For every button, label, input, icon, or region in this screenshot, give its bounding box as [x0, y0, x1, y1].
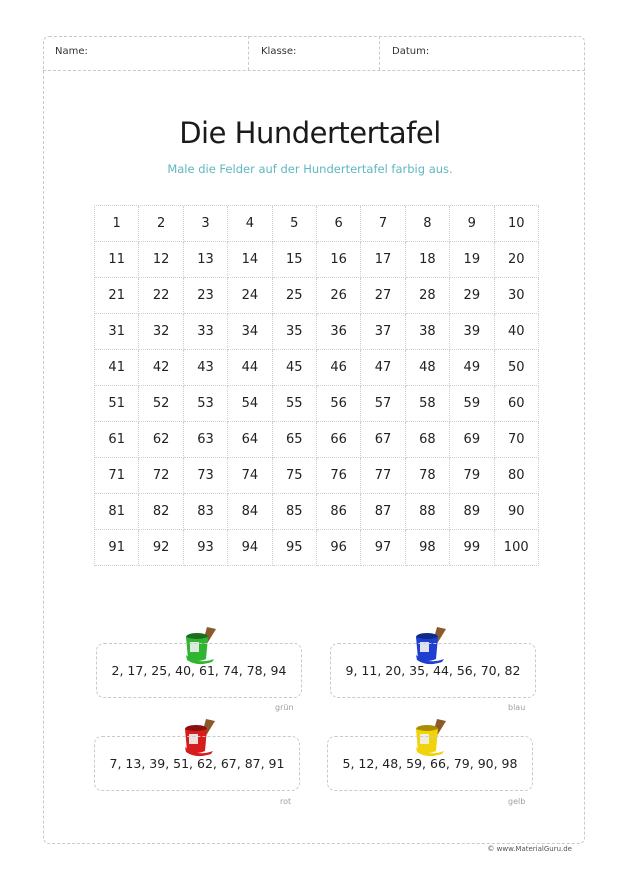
grid-cell[interactable]: 84	[228, 494, 272, 530]
grid-cell[interactable]: 43	[184, 350, 228, 386]
grid-cell[interactable]: 80	[495, 458, 539, 494]
grid-cell[interactable]: 14	[228, 242, 272, 278]
grid-cell[interactable]: 21	[95, 278, 139, 314]
grid-cell[interactable]: 73	[184, 458, 228, 494]
grid-cell[interactable]: 59	[450, 386, 494, 422]
grid-cell[interactable]: 65	[273, 422, 317, 458]
grid-cell[interactable]: 26	[317, 278, 361, 314]
grid-cell[interactable]: 8	[406, 206, 450, 242]
grid-cell[interactable]: 28	[406, 278, 450, 314]
grid-cell[interactable]: 75	[273, 458, 317, 494]
grid-cell[interactable]: 35	[273, 314, 317, 350]
grid-cell[interactable]: 56	[317, 386, 361, 422]
grid-cell[interactable]: 27	[361, 278, 405, 314]
grid-cell[interactable]: 79	[450, 458, 494, 494]
grid-cell[interactable]: 10	[495, 206, 539, 242]
grid-cell[interactable]: 37	[361, 314, 405, 350]
grid-cell[interactable]: 88	[406, 494, 450, 530]
color-label-yellow: gelb	[508, 797, 526, 806]
grid-cell[interactable]: 44	[228, 350, 272, 386]
grid-cell[interactable]: 67	[361, 422, 405, 458]
task-numbers-green: 2, 17, 25, 40, 61, 74, 78, 94	[111, 663, 287, 678]
grid-cell[interactable]: 6	[317, 206, 361, 242]
grid-cell[interactable]: 17	[361, 242, 405, 278]
grid-cell[interactable]: 63	[184, 422, 228, 458]
grid-cell[interactable]: 78	[406, 458, 450, 494]
color-label-blue: blau	[508, 703, 526, 712]
grid-cell[interactable]: 16	[317, 242, 361, 278]
grid-cell[interactable]: 51	[95, 386, 139, 422]
grid-cell[interactable]: 60	[495, 386, 539, 422]
grid-cell[interactable]: 89	[450, 494, 494, 530]
grid-cell[interactable]: 40	[495, 314, 539, 350]
instruction-text: Male die Felder auf der Hundertertafel farbig aus.	[167, 162, 453, 176]
task-box-blue	[330, 643, 536, 698]
grid-cell[interactable]: 55	[273, 386, 317, 422]
name-field[interactable]	[43, 36, 249, 70]
grid-cell[interactable]: 100	[495, 530, 539, 566]
grid-cell[interactable]: 74	[228, 458, 272, 494]
grid-cell[interactable]: 47	[361, 350, 405, 386]
grid-cell[interactable]: 97	[361, 530, 405, 566]
grid-cell[interactable]: 53	[184, 386, 228, 422]
grid-cell[interactable]: 13	[184, 242, 228, 278]
grid-cell[interactable]: 54	[228, 386, 272, 422]
grid-cell[interactable]: 7	[361, 206, 405, 242]
class-field[interactable]	[249, 36, 380, 70]
grid-cell[interactable]: 86	[317, 494, 361, 530]
task-box-red	[94, 736, 300, 791]
grid-cell[interactable]: 32	[139, 314, 183, 350]
grid-cell[interactable]: 92	[139, 530, 183, 566]
grid-cell[interactable]: 50	[495, 350, 539, 386]
grid-cell[interactable]: 25	[273, 278, 317, 314]
task-numbers-blue: 9, 11, 20, 35, 44, 56, 70, 82	[345, 663, 521, 678]
grid-cell[interactable]: 58	[406, 386, 450, 422]
grid-cell[interactable]: 38	[406, 314, 450, 350]
grid-cell[interactable]: 85	[273, 494, 317, 530]
grid-cell[interactable]: 83	[184, 494, 228, 530]
class-label: Klasse:	[261, 46, 297, 57]
grid-cell[interactable]: 77	[361, 458, 405, 494]
grid-cell[interactable]: 23	[184, 278, 228, 314]
task-numbers-yellow: 5, 12, 48, 59, 66, 79, 90, 98	[342, 756, 518, 771]
grid-cell[interactable]: 18	[406, 242, 450, 278]
grid-cell[interactable]: 68	[406, 422, 450, 458]
grid-cell[interactable]: 93	[184, 530, 228, 566]
copyright-footer: © www.MaterialGuru.de	[487, 845, 572, 853]
grid-cell[interactable]: 12	[139, 242, 183, 278]
grid-cell[interactable]: 64	[228, 422, 272, 458]
grid-cell[interactable]: 4	[228, 206, 272, 242]
grid-cell[interactable]: 71	[95, 458, 139, 494]
grid-cell[interactable]: 39	[450, 314, 494, 350]
grid-cell[interactable]: 45	[273, 350, 317, 386]
grid-cell[interactable]: 30	[495, 278, 539, 314]
grid-cell[interactable]: 41	[95, 350, 139, 386]
task-box-green	[96, 643, 302, 698]
task-box-yellow	[327, 736, 533, 791]
grid-cell[interactable]: 90	[495, 494, 539, 530]
grid-cell[interactable]: 19	[450, 242, 494, 278]
grid-cell[interactable]: 20	[495, 242, 539, 278]
grid-cell[interactable]: 87	[361, 494, 405, 530]
grid-cell[interactable]: 5	[273, 206, 317, 242]
grid-cell[interactable]: 34	[228, 314, 272, 350]
grid-cell[interactable]: 31	[95, 314, 139, 350]
color-label-green: grün	[275, 703, 294, 712]
grid-cell[interactable]: 36	[317, 314, 361, 350]
grid-cell[interactable]: 70	[495, 422, 539, 458]
grid-cell[interactable]: 76	[317, 458, 361, 494]
grid-cell[interactable]: 94	[228, 530, 272, 566]
grid-cell[interactable]: 52	[139, 386, 183, 422]
grid-cell[interactable]: 96	[317, 530, 361, 566]
grid-cell[interactable]: 98	[406, 530, 450, 566]
grid-cell[interactable]: 3	[184, 206, 228, 242]
grid-cell[interactable]: 1	[95, 206, 139, 242]
grid-cell[interactable]: 61	[95, 422, 139, 458]
grid-cell[interactable]: 42	[139, 350, 183, 386]
grid-cell[interactable]: 49	[450, 350, 494, 386]
color-label-red: rot	[280, 797, 292, 806]
date-field[interactable]	[380, 36, 585, 70]
grid-cell[interactable]: 9	[450, 206, 494, 242]
grid-cell[interactable]: 69	[450, 422, 494, 458]
grid-cell[interactable]: 29	[450, 278, 494, 314]
grid-cell[interactable]: 91	[95, 530, 139, 566]
header-fields	[43, 36, 585, 71]
grid-cell[interactable]: 48	[406, 350, 450, 386]
grid-cell[interactable]: 66	[317, 422, 361, 458]
grid-cell[interactable]: 82	[139, 494, 183, 530]
grid-cell[interactable]: 72	[139, 458, 183, 494]
grid-cell[interactable]: 2	[139, 206, 183, 242]
page-title: Die Hundertertafel	[179, 116, 441, 150]
grid-cell[interactable]: 99	[450, 530, 494, 566]
name-label: Name:	[55, 46, 88, 57]
grid-cell[interactable]: 57	[361, 386, 405, 422]
grid-cell[interactable]: 24	[228, 278, 272, 314]
grid-cell[interactable]: 62	[139, 422, 183, 458]
grid-cell[interactable]: 11	[95, 242, 139, 278]
grid-cell[interactable]: 33	[184, 314, 228, 350]
task-numbers-red: 7, 13, 39, 51, 62, 67, 87, 91	[109, 756, 285, 771]
grid-cell[interactable]: 15	[273, 242, 317, 278]
grid-cell[interactable]: 95	[273, 530, 317, 566]
hundred-chart	[94, 205, 539, 566]
date-label: Datum:	[392, 46, 430, 57]
grid-cell[interactable]: 46	[317, 350, 361, 386]
grid-cell[interactable]: 22	[139, 278, 183, 314]
grid-cell[interactable]: 81	[95, 494, 139, 530]
